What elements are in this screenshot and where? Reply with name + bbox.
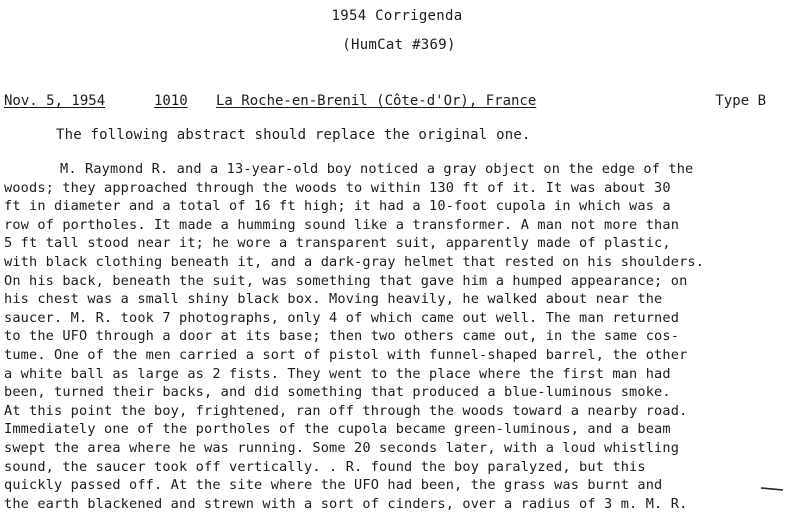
body-line: woods; they approached through the woods to within 130 ft of it. It was about 30 — [4, 179, 671, 196]
body-line: M. Raymond R. and a 13-year-old boy noticed a gray object on the edge of the — [60, 161, 694, 177]
body-line: On his back, beneath the suit, was something that gave him a humped appearance; on — [4, 272, 688, 289]
body-line: the earth blackened and strewn with a sort of cinders, over a radius of 3 m. M. R. — [4, 495, 688, 512]
body-line: tume. One of the men carried a sort of pistol with funnel-shaped barrel, the other — [4, 346, 688, 363]
body-line: his chest was a small shiny black box. Moving heavily, he walked about near the — [4, 291, 663, 308]
body-line: been, turned their backs, and did something that produced a blue-luminous smoke. — [4, 384, 671, 401]
body-line: a white ball as large as 2 fists. They went to the place where the first man had — [4, 365, 671, 382]
body-line: with black clothing beneath it, and a dark-gray helmet that rested on his shoulders. — [4, 253, 705, 270]
entry-code: 1010 — [154, 93, 188, 109]
body-line: 5 ft tall stood near it; he wore a transparent suit, apparently made of plastic, — [4, 235, 671, 252]
body-line: swept the area where he was running. Some 20 seconds later, with a loud whistling — [4, 439, 680, 456]
document-title: 1954 Corrigenda — [331, 8, 463, 24]
body-line: row of portholes. It made a humming sound like a transformer. A man not more than — [4, 216, 680, 233]
body-line: sound, the saucer took off vertically. . R. found the boy paralyzed, but this — [4, 458, 646, 475]
entry-date: Nov. 5, 1954 — [4, 93, 106, 109]
abstract-body — [4, 160, 784, 513]
margin-pen-mark — [760, 486, 784, 492]
document-subtitle: (HumCat #369) — [342, 37, 456, 53]
entry-location: La Roche-en-Brenil (Côte-d'Or), France — [216, 93, 537, 109]
body-line: saucer. M. R. took 7 photographs, only 4 of which came out well. The man returned — [4, 309, 680, 326]
body-line: Immediately one of the portholes of the cupola became green-luminous, and a beam — [4, 421, 671, 438]
body-line: quickly passed off. At the site where the UFO had been, the grass was burnt and — [4, 477, 663, 494]
entry-type: Type B — [715, 93, 766, 109]
body-line: At this point the boy, frightened, ran off through the woods toward a nearby road. — [4, 402, 688, 419]
body-line: ft in diameter and a total of 16 ft high; it had a 10-foot cupola in which was a — [4, 198, 671, 215]
body-line: to the UFO through a door at its base; then two others came out, in the same cos- — [4, 328, 680, 345]
intro-sentence: The following abstract should replace the original one. — [56, 127, 531, 143]
